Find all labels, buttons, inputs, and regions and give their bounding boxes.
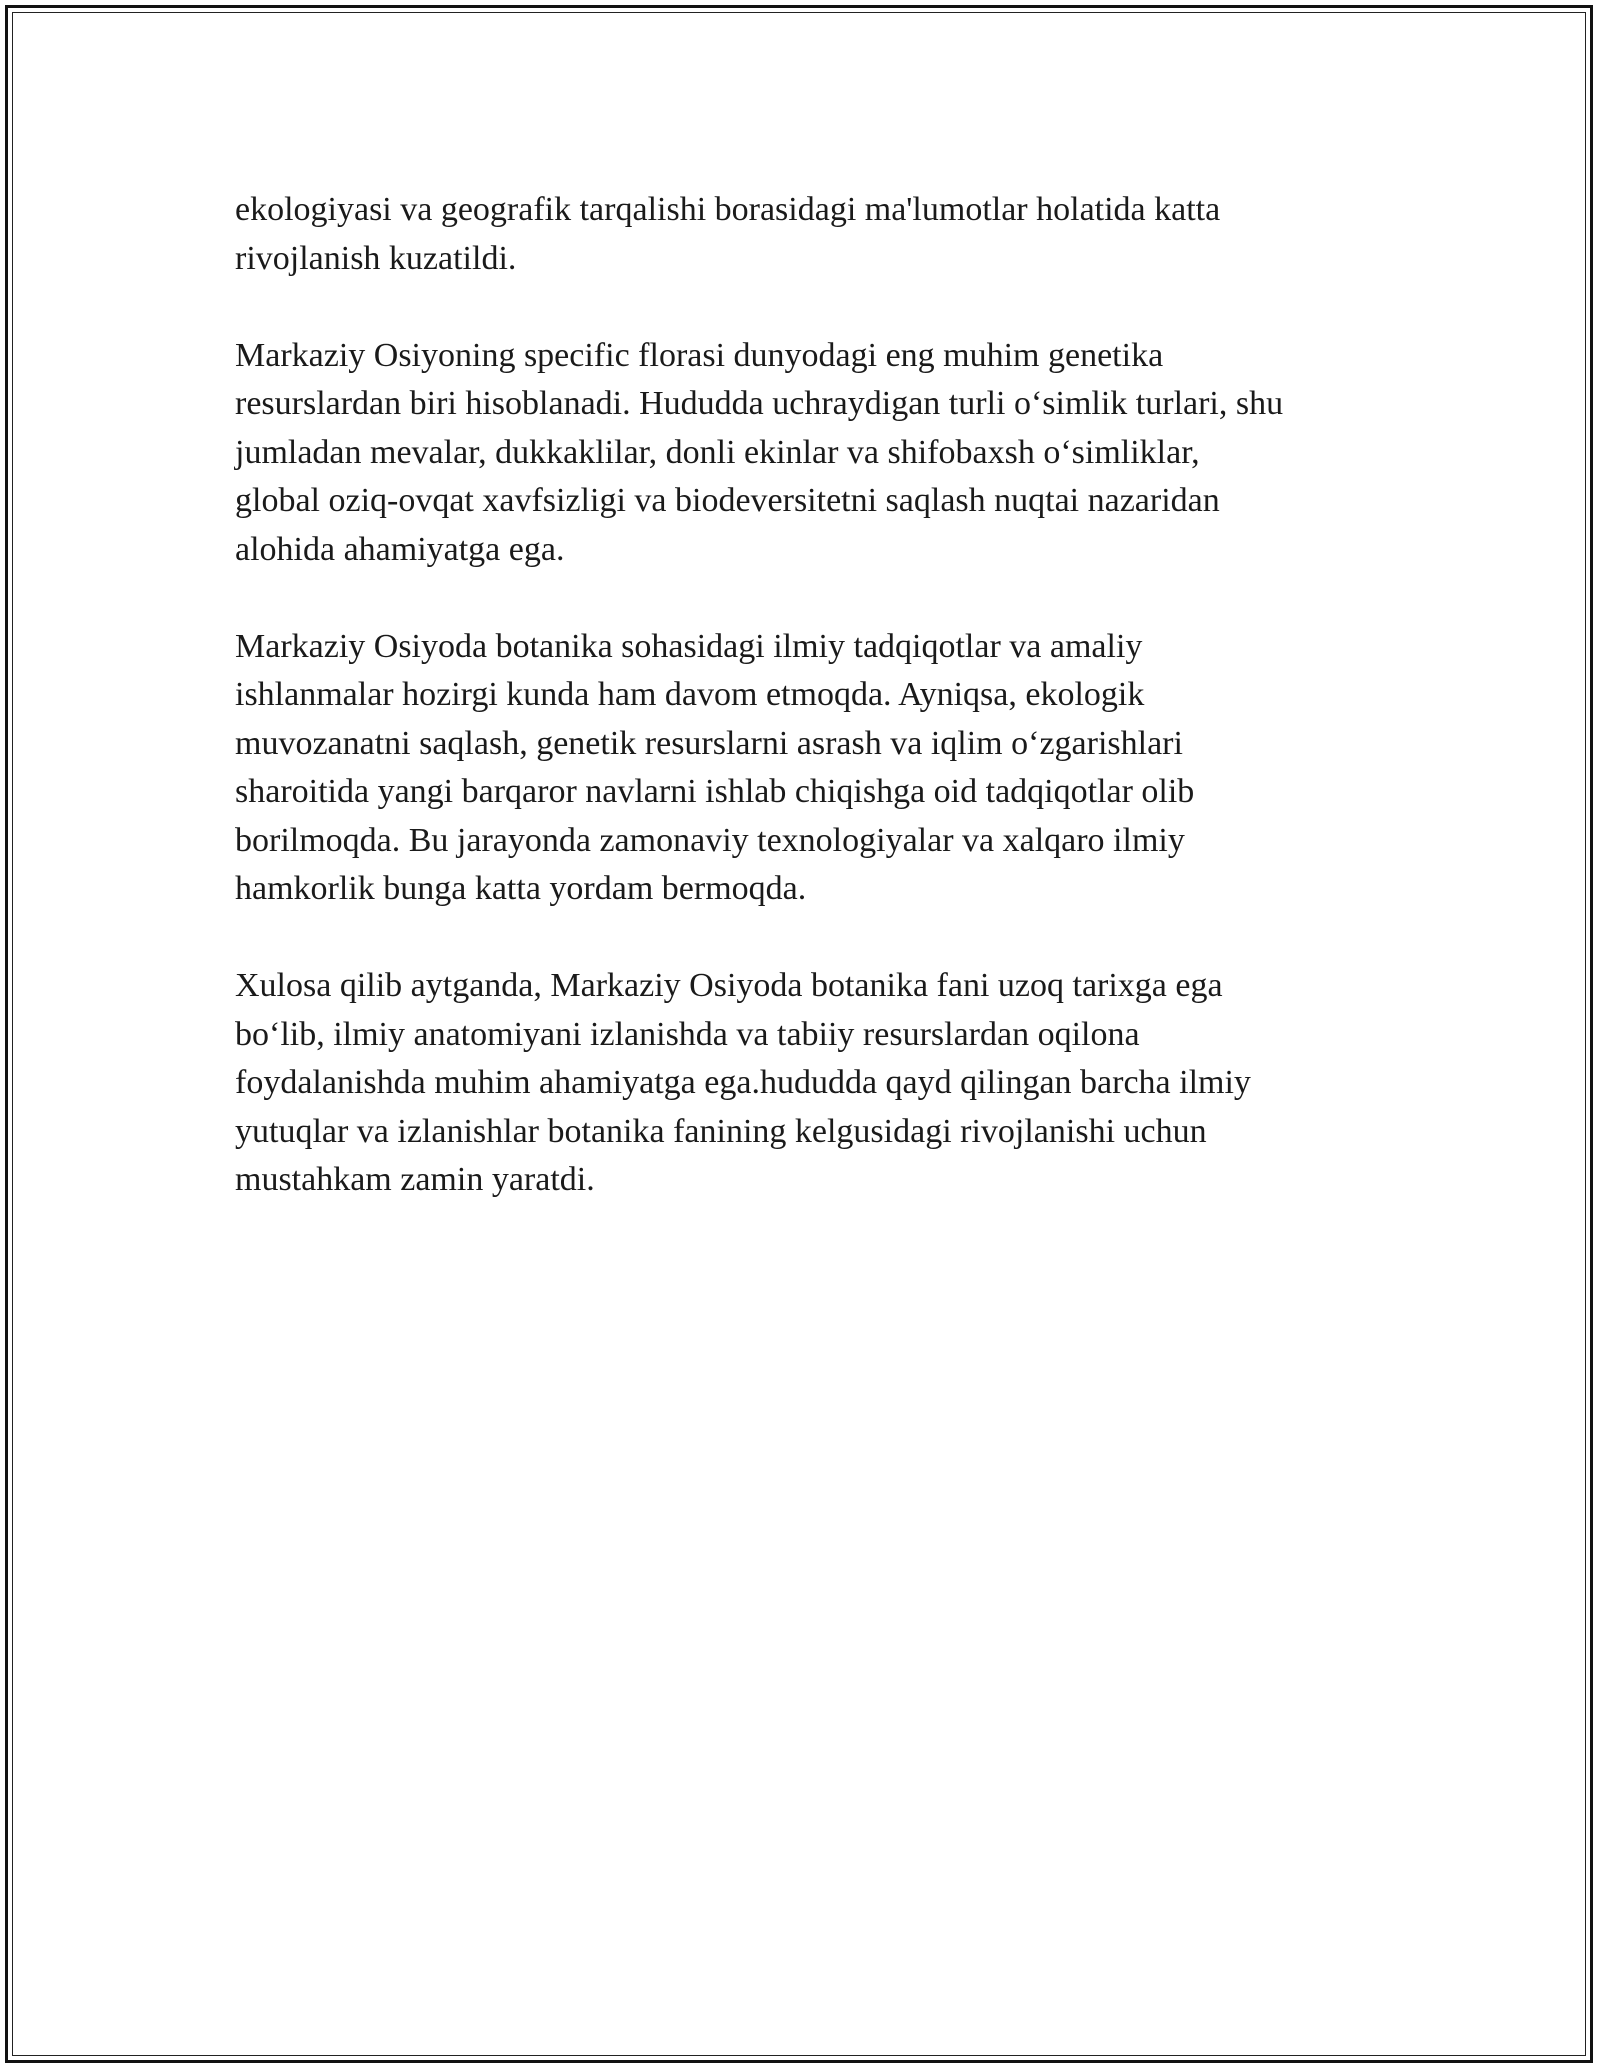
text-line: Markaziy Osiyoning specific florasi dunyodagi eng muhim genetika <box>235 336 1164 374</box>
text-line: bo‘lib, ilmiy anatomiyani izlanishda va tabiiy resurslardan oqilona <box>235 1015 1140 1053</box>
text-line: ishlanmalar hozirgi kunda ham davom etmoqda. Ayniqsa, ekologik <box>235 676 1145 713</box>
paragraph-1 <box>235 186 1385 283</box>
text-line: sharoitida yangi barqaror navlarni ishlab chiqishga oid tadqiqotlar olib <box>235 773 1195 810</box>
text-line: alohida ahamiyatga ega. <box>235 530 565 568</box>
text-line: borilmoqda. Bu jarayonda zamonaviy texnologiyalar va xalqaro ilmiy <box>235 821 1185 859</box>
paragraph-3 <box>235 623 1385 914</box>
text-line: foydalanishda muhim ahamiyatga ega.hududda qayd qilingan barcha ilmiy <box>235 1064 1251 1101</box>
document-body <box>235 186 1385 1253</box>
text-line: yutuqlar va izlanishlar botanika fanining kelgusidagi rivojlanishi uchun <box>235 1112 1207 1150</box>
text-line: global oziq-ovqat xavfsizligi va biodeversitetni saqlash nuqtai nazaridan <box>235 482 1220 519</box>
paragraph-2 <box>235 332 1385 575</box>
text-line: rivojlanish kuzatildi. <box>235 239 517 277</box>
text-line: hamkorlik bunga katta yordam bermoqda. <box>235 870 807 907</box>
text-line: mustahkam zamin yaratdi. <box>235 1161 595 1198</box>
text-line: muvozanatni saqlash, genetik resurslarni asrash va iqlim o‘zgarishlari <box>235 724 1183 762</box>
text-line: resurslardan biri hisoblanadi. Hududda uchraydigan turli o‘simlik turlari, shu <box>235 385 1284 422</box>
text-line: jumladan mevalar, dukkaklilar, donli ekinlar va shifobaxsh o‘simliklar, <box>235 433 1200 471</box>
paragraph-4 <box>235 962 1385 1205</box>
text-line: Xulosa qilib aytganda, Markaziy Osiyoda botanika fani uzoq tarixga ega <box>235 967 1223 1004</box>
text-line: Markaziy Osiyoda botanika sohasidagi ilmiy tadqiqotlar va amaliy <box>235 627 1143 665</box>
text-line: ekologiyasi va geografik tarqalishi borasidagi ma'lumotlar holatida katta <box>235 191 1221 228</box>
